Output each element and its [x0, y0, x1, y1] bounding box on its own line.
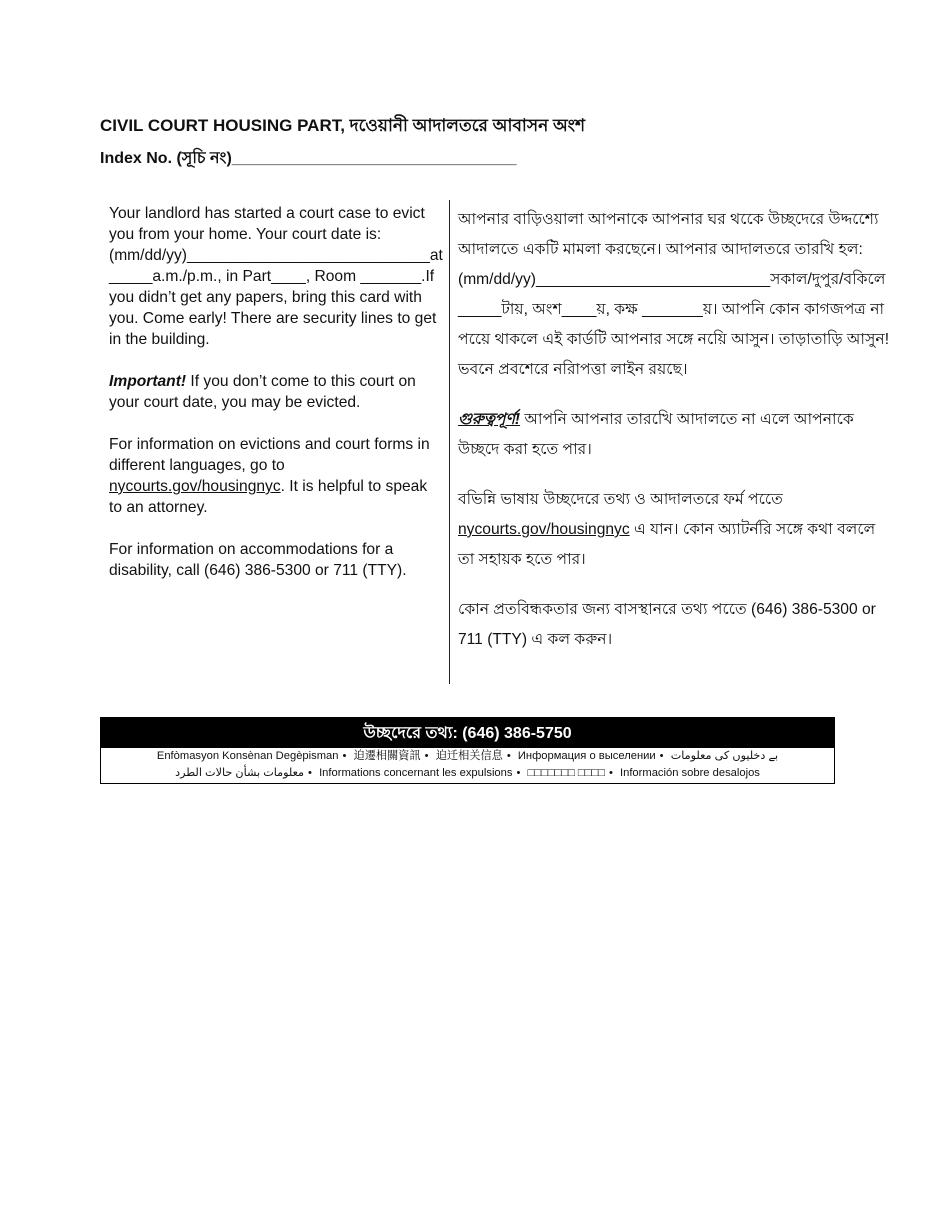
lang-chinese-simp: 迫迁相关信息	[435, 750, 503, 762]
en-at: at	[429, 247, 443, 264]
court-date-paragraph	[109, 203, 443, 350]
en-p1-text-b: .If you didn’t get any papers, bring this card with you. Come early! There are security lines to get in the building.	[109, 268, 437, 348]
bn-p3-text-b: এ যান। কোন অ্যাটর্নরি সঙ্গে কথা বললে তা সহায়ক হতে পার।	[458, 521, 876, 568]
bn-p1-text-b: য়। আপনি কোন কাগজপত্র না পয়েে থাকলে এই কার্ডটি আপনার সঙ্গে নয়িে আসুন। তাড়াতাড়ি আসুন! ভবনে প্রবশেরে নরিাপত্তা লাইন রয়ছে।	[458, 301, 890, 378]
lang-french: Informations concernant les expulsions	[319, 767, 513, 779]
eviction-info-bar	[100, 717, 835, 784]
languages-line-2	[101, 765, 834, 782]
room-blank: _______	[360, 268, 422, 285]
bn-court-date-paragraph	[458, 205, 890, 385]
bn-important-label: গুরুত্বপূর্ণ!	[458, 411, 521, 428]
important-label: Important!	[109, 373, 187, 390]
bn-time: সকাল/দুপুর/বকিলে	[770, 271, 886, 288]
bn-part-blank: ____	[561, 301, 597, 318]
index-blank: ________________________________	[231, 150, 517, 167]
en-room: , Room	[305, 268, 357, 285]
lang-chinese-trad: 迫遷相關資訊	[353, 750, 421, 762]
lang-spanish: Información sobre desalojos	[619, 767, 760, 779]
bengali-column	[458, 205, 890, 675]
bullet: •	[608, 767, 613, 779]
lang-urdu: بے دخلیوں کی معلومات	[670, 750, 779, 762]
bn-date-label: (mm/dd/yy)	[458, 271, 536, 288]
en-p3-text: For information on evictions and court forms in different languages, go to	[109, 436, 430, 474]
bn-important-paragraph	[458, 405, 890, 465]
en-p1-text: Your landlord has started a court case to evict you from your home. Your court date is: (mm/dd/yy)	[109, 205, 425, 264]
en-p2-text: If you don’t come to this court on your court date, you may be evicted.	[109, 373, 416, 411]
part-blank: ____	[271, 268, 306, 285]
en-ampm: a.m./p.m., in Part	[152, 268, 272, 285]
housing-link[interactable]: nycourts.gov/housingnyc	[109, 478, 281, 495]
eviction-info-heading: উচ্ছদেরে তথ্য: (646) 386-5750	[101, 718, 834, 748]
bullet: •	[516, 767, 521, 779]
bn-info-paragraph	[458, 485, 890, 575]
bn-date-blank: ___________________________	[535, 271, 771, 288]
bn-room-blank: _______	[642, 301, 703, 318]
bn-housing-link[interactable]: nycourts.gov/housingnyc	[458, 521, 630, 538]
time-blank: _____	[109, 268, 153, 285]
bn-room: য়, কক্ষ	[596, 301, 643, 318]
lang-russian: Информация о выселении	[517, 750, 656, 762]
important-paragraph	[109, 371, 439, 413]
bullet: •	[659, 750, 664, 762]
english-column	[109, 203, 443, 602]
index-label: Index No. (সূচি নং)	[100, 150, 232, 167]
languages-line-1	[101, 748, 834, 765]
lang-arabic: معلومات بشأن حالات الطرد	[175, 767, 305, 779]
lang-unrendered: □□□□□□□ □□□□	[527, 767, 605, 779]
bn-p3-text: বভিন্নি ভাষায় উচ্ছদেরে তথ্য ও আদালতরে ফর্ম পতেে	[458, 491, 783, 508]
en-p3-text-b: . It is helpful to speak to an attorney.	[109, 478, 428, 516]
accommodation-paragraph: For information on accommodations for a disability, call (646) 386-5300 or 711 (TTY).	[109, 541, 407, 579]
bullet: •	[308, 767, 312, 779]
bullet: •	[506, 750, 511, 762]
column-divider	[449, 200, 450, 684]
bullet: •	[424, 750, 429, 762]
bn-p1-text: আপনার বাড়িওয়ালা আপনাকে আপনার ঘর থকেে উচ্ছদেরে উদ্দশ্যেে আদালতে একটি মামলা করছেনে। আপনার আদালতরে তারখি হল:	[458, 211, 879, 258]
bn-accommodation-paragraph: কোন প্রতবিন্ধকতার জন্য বাসস্থানরে তথ্য পতেে (646) 386-5300 or 711 (TTY) এ কল করুন।	[458, 601, 876, 648]
bn-p2-text: আপনি আপনার তারখিে আদালতে না এলে আপনাকে উচ্ছদে করা হতে পার।	[458, 411, 854, 458]
bullet: •	[342, 750, 347, 762]
page-title: CIVIL COURT HOUSING PART, দওেয়ানী আদালতরে আবাসন অংশ	[100, 116, 586, 135]
bn-part: টায়, অংশ	[501, 301, 562, 318]
date-blank: ____________________________	[186, 247, 430, 264]
index-number-line	[100, 145, 517, 172]
bn-time-blank: _____	[458, 301, 502, 318]
info-paragraph	[109, 434, 439, 518]
lang-haitian: Enfòmasyon Konsènan Degèpisman	[156, 750, 339, 762]
